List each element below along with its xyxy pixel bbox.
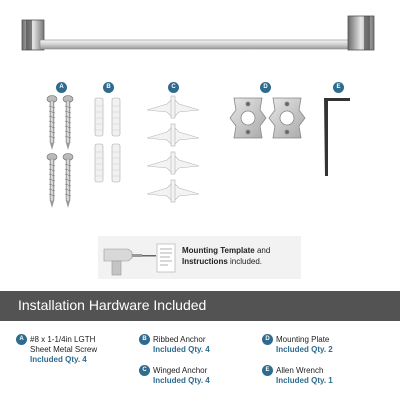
legend-name-a-line1: #8 x 1-1/4in LGTH [30,335,96,344]
legend-badge-a: A [16,334,27,345]
legend-name-a-line2: Sheet Metal Screw [30,345,98,354]
winged-anchor-icon [147,96,199,202]
part-badge-e: E [333,82,344,93]
instructions-document-icon [156,243,176,273]
template-text-2: included. [227,257,263,266]
legend-item-d [265,335,333,355]
allen-wrench-icon [324,98,350,176]
legend-item-e [265,366,333,386]
template-text-1: and [254,246,271,255]
part-badge-c: C [168,82,179,93]
legend-name-b: Ribbed Anchor [153,335,206,344]
banner-title: Installation Hardware Included [18,297,207,313]
screw-icon [47,96,73,209]
legend-badge-b: B [139,334,150,345]
part-badge-a: A [56,82,67,93]
mounting-plate-icon [230,98,305,138]
legend-item-a [19,335,98,365]
legend-name-c: Winged Anchor [153,366,208,375]
template-bold-1: Mounting Template [182,246,255,255]
template-bold-2: Instructions [182,257,228,266]
legend-qty-c: Included Qty. 4 [153,376,210,385]
legend-qty-d: Included Qty. 2 [276,345,333,354]
ribbed-anchor-icon [95,98,120,182]
legend-badge-c: C [139,365,150,376]
template-caption [182,245,302,267]
part-badge-b: B [103,82,114,93]
legend-name-d: Mounting Plate [276,335,330,344]
part-badge-d: D [260,82,271,93]
legend-badge-d: D [262,334,273,345]
legend-item-c [142,366,210,386]
legend-qty-a: Included Qty. 4 [30,355,87,364]
legend-badge-e: E [262,365,273,376]
legend-name-e: Allen Wrench [276,366,324,375]
legend-qty-e: Included Qty. 1 [276,376,333,385]
legend-qty-b: Included Qty. 4 [153,345,210,354]
hardware-banner [0,291,400,321]
legend-item-b [142,335,210,355]
